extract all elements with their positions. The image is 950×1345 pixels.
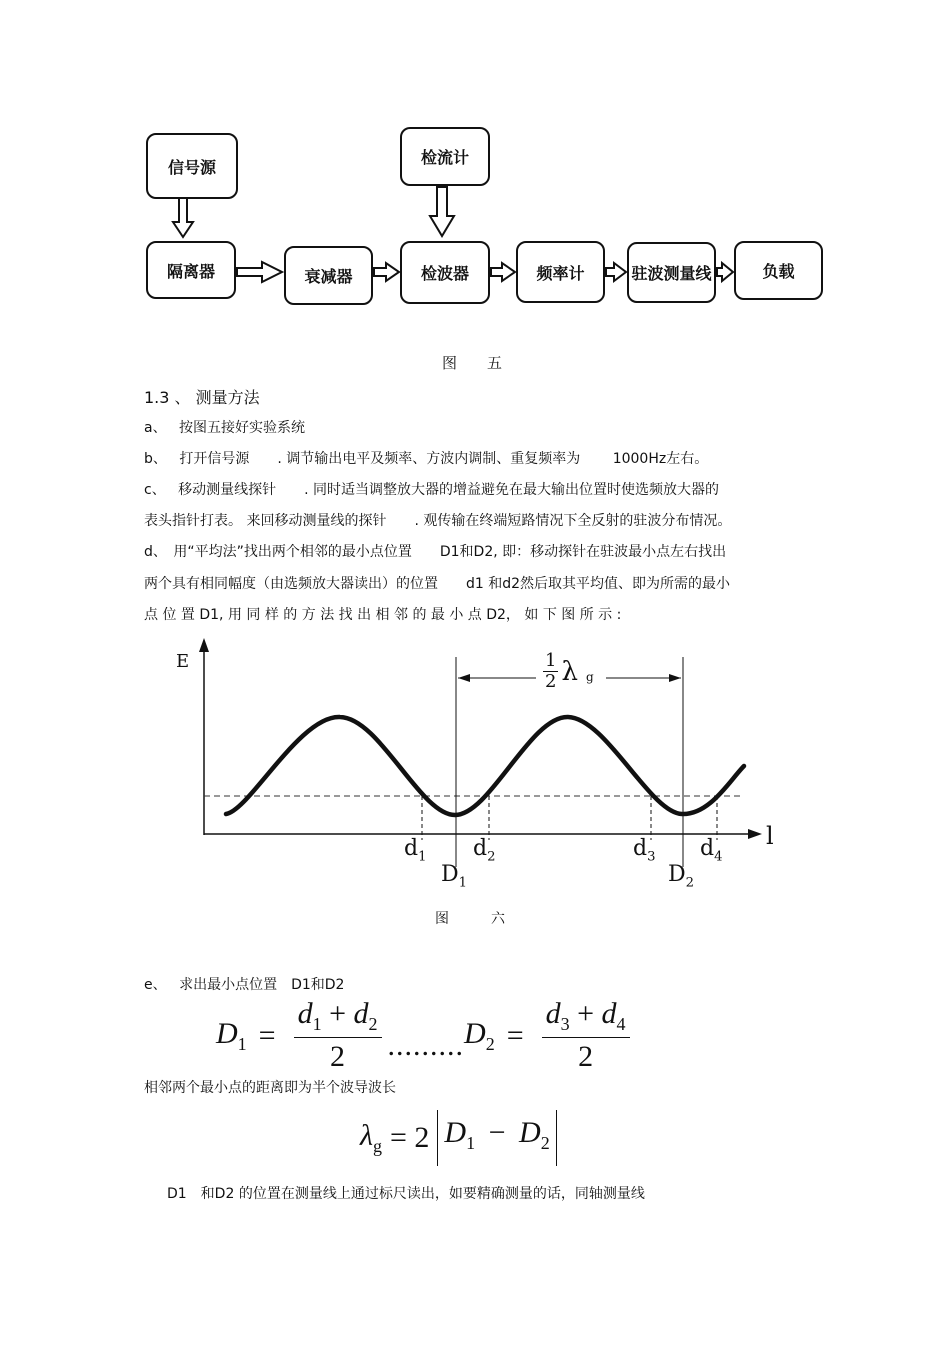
box-standing-wave-line: 驻波测量线 [627, 242, 716, 303]
step-marker: a、 [144, 420, 167, 436]
diagram-arrows [0, 0, 950, 340]
step-text: 用“平均法”找出两个相邻的最小点位置 D1和D2, 即：移动探针在驻波最小点左右找出 [173, 544, 727, 560]
equation-D1-D2: $D_1$ = $\frac{d_1 + d_2}{2}$ ......... $D_2$ = $\frac{d_3 + d_4}{2}$ [216, 997, 636, 1074]
arrow-detector-to-freqmeter [491, 263, 515, 281]
figure5-caption: 图 五 [442, 354, 503, 372]
equation-lambda-g: $\lambda_g$ = 2 $D_1 - D_2$ [360, 1110, 557, 1166]
label-d1: $d_1$ [404, 836, 427, 865]
y-axis-arrowhead [199, 638, 209, 652]
step-b [144, 448, 708, 468]
box-galvanometer: 检流计 [400, 127, 490, 186]
figure6-caption: 图 六 [435, 911, 505, 927]
step-text: 移动测量线探针 . 同时适当调整放大器的增益避免在最大输出位置时使选频放大器的 [178, 482, 720, 498]
label-d4: $d_4$ [700, 836, 723, 865]
box-isolator: 隔离器 [146, 241, 236, 299]
section-heading: 1.3 、 测量方法 [144, 388, 260, 407]
box-load: 负载 [734, 241, 823, 300]
box-detector: 检波器 [400, 241, 490, 304]
step-text: 求出最小点位置 D1和D2 [179, 977, 345, 993]
step-c [144, 479, 719, 499]
step-text: 点 位 置 D1, 用 同 样 的 方 法 找 出 相 邻 的 最 小 点 D2， 如 下 图 所 示 : [144, 607, 622, 623]
label-D2: $D_2$ [668, 862, 695, 891]
arrow-galvanometer-to-detector [430, 187, 454, 236]
step-e [144, 974, 344, 994]
step-d [144, 541, 726, 561]
standing-wave-curve [226, 717, 744, 815]
step-a [144, 417, 305, 437]
arrow-attenuator-to-detector [374, 263, 399, 281]
label-D1: $D_1$ [441, 862, 468, 891]
half-wave-text: 相邻两个最小点的距离即为半个波导波长 [144, 1080, 396, 1096]
arrow-swline-to-load [717, 263, 733, 281]
step-d-continued-2 [144, 604, 621, 624]
y-axis-label: E [176, 651, 190, 672]
step-text: 打开信号源 . 调节输出电平及频率、方波内调制、重复频率为 1000Hz左右。 [179, 451, 709, 467]
step-text: 按图五接好实验系统 [179, 420, 306, 436]
step-marker: b、 [144, 451, 167, 467]
label-d3: $d_3$ [633, 836, 656, 865]
box-signal-source: 信号源 [146, 133, 238, 199]
step-marker: d、 [144, 544, 167, 560]
final-text: D1 和D2 的位置在测量线上通过标尺读出，如要精确测量的话，同轴测量线 [167, 1186, 645, 1202]
step-c-continued [144, 510, 731, 530]
arrow-source-to-isolator [173, 198, 193, 237]
label-d2: $d_2$ [473, 836, 496, 865]
step-text: 两个具有相同幅度（由选频放大器读出）的位置 d1 和d2然后取其平均值、即为所需的最小 [144, 576, 731, 592]
step-text: 表头指针打表。 来回移动测量线的探针 . 观传输在终端短路情况下全反射的驻波分布情况。 [144, 513, 732, 529]
step-d-continued-1 [144, 573, 730, 593]
x-axis-arrowhead [748, 829, 762, 839]
x-axis-label: l [766, 822, 774, 850]
step-marker: c、 [144, 482, 166, 498]
arrow-isolator-to-attenuator [237, 262, 282, 282]
arrow-freqmeter-to-swline [606, 263, 626, 281]
half-wavelength-label: 1 2 λ g [545, 650, 594, 692]
box-attenuator: 衰减器 [284, 246, 373, 305]
step-marker: e、 [144, 977, 167, 993]
box-frequency-meter: 频率计 [516, 241, 605, 303]
